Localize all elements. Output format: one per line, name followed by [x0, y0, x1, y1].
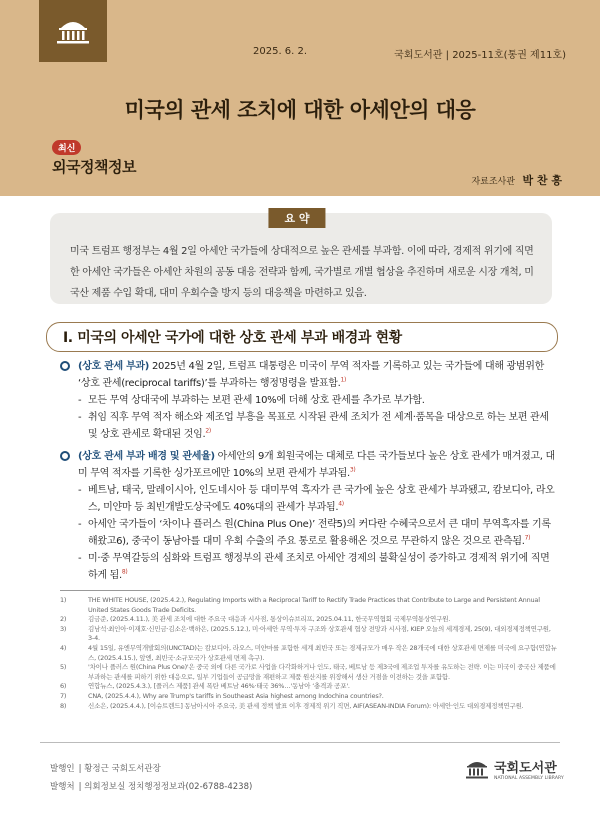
- sub-item: - 미·중 무역갈등의 심화와 트럼프 행정부의 관세 조치로 아세안 경제의 불확실성이 증가하고 경제적 위기에 직면하게 됨.$^{8)}$: [78, 553, 550, 581]
- library-name-en: NATIONAL ASSEMBLY LIBRARY: [494, 776, 564, 781]
- summary-text: 미국 트럼프 행정부는 4월 2일 아세안 국가들에 상대적으로 높은 관세를 부과함. 이에 따라, 경제적 위기에 직면한 아세안 국가들은 아세안 차원의 공동 대응 전략과 함께, 국가별로 개별 협상을 추진하며 새로운 시장 개척, 미국산 제품 수입 확대, 대미 우회수출 방지 등의 대응책을 마련하고 있음.: [70, 246, 534, 299]
- footnote-ref[interactable]: 7): [524, 534, 531, 542]
- issue-date: 2025. 6. 2.: [253, 46, 308, 57]
- footnote: 8) 신소은, (2025.4.4.), [이슈트렌드] 동남아시아 주요국, 美 관세 정책 발표 이후 경제적 위기 직면, AIF(ASEAN-INDIA Forum): 아세안·인도 대외경제정책연구원.: [60, 701, 524, 710]
- page-title: 미국의 관세 조치에 대한 아세안의 대응: [124, 98, 476, 122]
- section-heading: [46, 322, 558, 352]
- summary-box: [50, 213, 552, 304]
- footnote-divider: [60, 590, 160, 591]
- footnote: 6) 연합뉴스, (2025.4.3.), [플러스 제품] 관세 폭탄 베트남 46%·태국 36%…'동남아 ‘충격과 공포'.: [60, 682, 350, 691]
- circle-bullet-icon: [60, 451, 70, 461]
- footnote-ref[interactable]: 8): [121, 568, 128, 576]
- issuer-label: 발행인: [50, 764, 75, 774]
- paragraph-label: (상호 관세 부과 배경 및 관세율): [78, 451, 215, 462]
- footnotes: [60, 596, 558, 711]
- header-band: [0, 0, 600, 196]
- paragraph-text: 아세안의 9개 회원국에는 대체로 다른 국가들보다 높은 상호 관세가 매겨졌고, 대미 무역 적자를 기록한 싱가포르에만 10%의 보편 관세가 부과됨.: [78, 451, 555, 479]
- footnote: 4) 4월 15일, 유엔무역개발회의(UNCTAD)는 캄보디아, 라오스, 미얀마를 포함한 세계 최빈국 또는 경제규모가 매우 작은 28개국에 대한 상호관세 면제를 미국에 요구함(연합뉴스, (2025.4.15.), 앞엔, 최빈국·소규모국가 상호관세 면제 촉구).: [60, 643, 557, 662]
- series-badge: 최신: [52, 140, 81, 155]
- author-role: 자료조사관: [471, 177, 515, 187]
- footnote: 5) '차이나 플러스 원(China Plus One)'은 중국 외에 다른 국가로 사업을 다각화하거나 인도, 태국, 베트남 등 제3국에 제조업 투자를 유도하는 전략. 이는 미국이 중국산 제품에 부과하는 관세를 피하기 위한 대응으로, 일부 기업들이 공급망을 재편하고 제품 원산지를 위장해서 생산 거점을 이전하는 것을 포함함.: [60, 663, 556, 681]
- author-name: 박 찬 흥: [522, 174, 562, 187]
- paragraph-label: (상호 관세 부과): [78, 361, 150, 372]
- summary-tag: 요 약: [268, 208, 325, 228]
- sub-item: - 취임 직후 무역 적자 해소와 제조업 부흥을 목표로 시작된 관세 조치가 전 세계·품목을 대상으로 하는 보편 관세 및 상호 관세로 확대된 것임.$^{2)}$: [78, 412, 549, 440]
- sub-item: - 아세안 국가들이 ‘차이나 플러스 원(China Plus One)’ 전략5)의 커다란 수혜국으로서 큰 대미 무역흑자를 기록해왔고6), 중국이 동남아를 대미 우회 수출의 주요 통로로 활용해온 것으로 무관하지 않은 것으로 관측됨.$^{7)}$: [78, 519, 551, 547]
- assembly-building-icon: [53, 16, 93, 46]
- sub-item-text: 미·중 무역갈등의 심화와 트럼프 행정부의 관세 조치로 아세안 경제의 불확실성이 증가하고 경제적 위기에 직면하게 됨.: [88, 553, 550, 581]
- footnote-ref[interactable]: 2): [205, 427, 211, 435]
- library-name-ko: 국회도서관: [494, 761, 557, 776]
- circle-bullet-icon: [60, 361, 70, 371]
- paragraph-2: [60, 448, 558, 482]
- office-label: 발행처: [50, 782, 75, 792]
- footnote: 3) 김남석·최인아·이재호·신민금·김소은·백하은, (2025.5.12.), 미·아세안 무역·투자 구조와 상호관세 협상 전망과 시사점, KIEP 오늘의 세계경제, 25(9), 대외경제정책연구원, 3-4.: [60, 624, 551, 643]
- bottom-divider: [40, 742, 560, 743]
- sub-item: - 베트남, 태국, 말레이시아, 인도네시아 등 대미무역 흑자가 큰 국가에 높은 상호 관세가 부과됐고, 캄보디아, 라오스, 미얀마 등 최빈개발도상국에도 40%대의 관세가 부과됨.$^{4)}$: [78, 485, 555, 513]
- publisher-info: 발행인 | 황정근 국회도서관장 발행처 | 의회정보실 정치행정정보과(02-6788-4238): [50, 764, 253, 792]
- footnote-ref[interactable]: 1): [340, 376, 347, 384]
- paragraph-text: 2025년 4월 2일, 트럼프 대통령은 미국이 무역 적자를 기록하고 있는 국가들에 대해 광범위한 ‘상호 관세(reciprocal tariffs)’를 부과하는 행정명령을 발표함.: [78, 361, 544, 389]
- footnote-ref[interactable]: 3): [349, 466, 356, 474]
- logo-box: [39, 0, 107, 62]
- footnote: 2) 김금준, (2025.4.11.), 美 관세 조치에 대한 주요국 대응과 시사점, 통상이슈브리프, 2025.04.11, 한국무역협회 국제무역통상연구원.: [60, 615, 451, 624]
- library-logo: [464, 757, 564, 781]
- sub-item-text: 베트남, 태국, 말레이시아, 인도네시아 등 대미무역 흑자가 큰 국가에 높은 상호 관세가 부과됐고, 캄보디아, 라오스, 미얀마 등 최빈개발도상국에도 40%대의 관세가 부과됨.: [88, 485, 555, 513]
- section-heading-text: Ⅰ. 미국의 아세안 국가에 대한 상호 관세 부과 배경과 현황: [63, 330, 402, 346]
- sub-item-text: 취임 직후 무역 적자 해소와 제조업 부흥을 목표로 시작된 관세 조치가 전 세계·품목을 대상으로 하는 보편 관세 및 상호 관세로 확대된 것임.: [88, 412, 549, 440]
- author: [471, 172, 562, 188]
- library-building-icon: [464, 758, 490, 780]
- footnote: 7) CNA, (2025.4.4.), Why are Trump's tariffs in Southeast Asia highest among Indochina countries?.: [60, 691, 384, 700]
- issue-number: 국회도서관 | 2025-11호(통권 제11호): [394, 50, 566, 61]
- sub-item-text: 아세안 국가들이 ‘차이나 플러스 원(China Plus One)’ 전략5)의 커다란 수혜국으로서 큰 대미 무역흑자를 기록해왔고6), 중국이 동남아를 대미 우회 수출의 주요 통로로 활용해온 것으로 무관하지 않은 것으로 관측됨.: [88, 519, 551, 547]
- body-content: [60, 358, 558, 584]
- series-label: [52, 136, 136, 177]
- series-name: 외국정책정보: [52, 158, 136, 176]
- footnote-ref[interactable]: 4): [338, 500, 344, 508]
- footnote: 1) THE WHITE HOUSE, (2025.4.2.), Regulating Imports with a Reciprocal Tariff to Rectify Trade Practices that Contribute to Large and Persistent Annual United States Goods Trade Deficits.: [60, 596, 540, 614]
- sub-item-text: 모든 무역 상대국에 부과하는 보편 관세 10%에 더해 상호 관세를 추가로 부가함.: [88, 395, 425, 406]
- issuer: 황정근 국회도서관장: [84, 764, 161, 774]
- office: 의회정보실 정치행정정보과(02-6788-4238): [84, 782, 253, 792]
- sub-item: - 모든 무역 상대국에 부과하는 보편 관세 10%에 더해 상호 관세를 추가로 부가함.: [78, 395, 425, 406]
- paragraph-1: [60, 358, 558, 392]
